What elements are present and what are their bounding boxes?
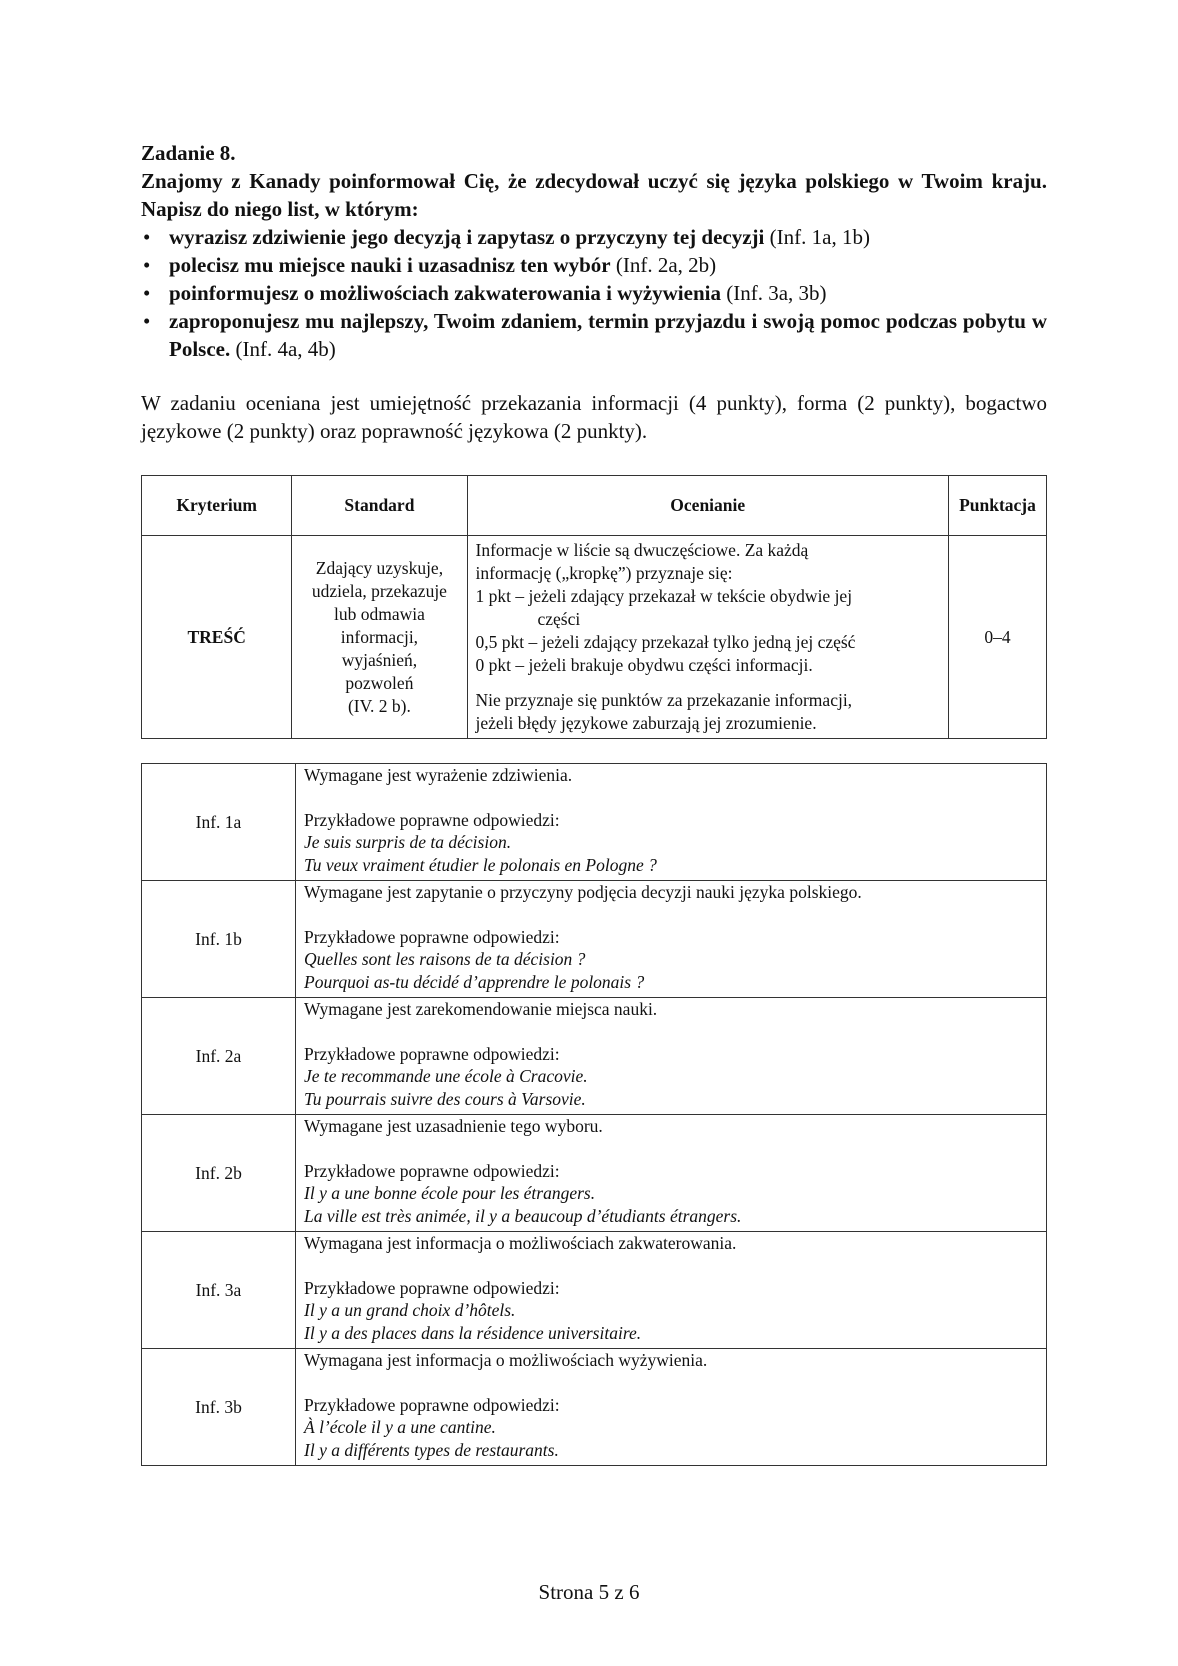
ocenianie-note-line: jeżeli błędy językowe zaburzają jej zrozumienie. bbox=[475, 713, 817, 733]
info-content bbox=[296, 998, 1047, 1115]
info-row bbox=[142, 1349, 1047, 1466]
spacer bbox=[304, 1372, 1038, 1394]
header-ocenianie: Ocenianie bbox=[467, 476, 948, 536]
ocenianie-line: części bbox=[537, 609, 581, 629]
bullet-text: polecisz mu miejsce nauki i uzasadnisz ten wybór bbox=[169, 253, 611, 277]
examples-heading: Przykładowe poprawne odpowiedzi: bbox=[304, 809, 560, 830]
standard-line: lub odmawia bbox=[333, 603, 425, 624]
header-kryterium: Kryterium bbox=[142, 476, 292, 536]
example-answer: Pourquoi as-tu décidé d’apprendre le polonais ? bbox=[304, 971, 645, 992]
document-page bbox=[141, 140, 1047, 1466]
ocenianie-line: 1 pkt – jeżeli zdający przekazał w tekście obydwie jej bbox=[475, 586, 853, 606]
example-answer: Il y a une bonne école pour les étrangers. bbox=[304, 1183, 596, 1203]
task-bullet bbox=[169, 223, 1047, 251]
examples-heading: Przykładowe poprawne odpowiedzi: bbox=[304, 1394, 560, 1415]
standard-line: pozwoleń bbox=[345, 672, 414, 693]
task-bullet bbox=[169, 279, 1047, 307]
standard-cell bbox=[292, 536, 467, 739]
criteria-row bbox=[142, 536, 1047, 739]
bullet-ref: (Inf. 1a, 1b) bbox=[764, 225, 870, 249]
example-answer: La ville est très animée, il y a beaucoup d’étudiants étrangers. bbox=[304, 1205, 742, 1226]
example-answer: Il y a un grand choix d’hôtels. bbox=[304, 1300, 516, 1320]
info-requirement: Wymagane jest zapytanie o przyczyny podjęcia decyzji nauki języka polskiego. bbox=[304, 882, 862, 902]
spacer bbox=[304, 1021, 1038, 1043]
ocenianie-line: Informacje w liście są dwuczęściowe. Za każdą bbox=[475, 540, 809, 560]
ocenianie-line: informację („kropkę”) przyznaje się: bbox=[475, 563, 733, 583]
info-row bbox=[142, 1232, 1047, 1349]
example-answer: Il y a des places dans la résidence universitaire. bbox=[304, 1322, 642, 1343]
bullet-text: wyrazisz zdziwienie jego decyzją i zapytasz o przyczyny tej decyzji bbox=[169, 225, 765, 249]
info-requirement: Wymagane jest wyrażenie zdziwienia. bbox=[304, 765, 573, 785]
task-bullet bbox=[169, 307, 1047, 363]
bullet-text: zaproponujesz mu najlepszy, Twoim zdaniem, termin przyjazdu i swoją pomoc podczas pobytu w Polsce. bbox=[169, 309, 1047, 361]
ocenianie-line: 0,5 pkt – jeżeli zdający przekazał tylko jedną jej część bbox=[475, 632, 856, 652]
spacer bbox=[304, 1138, 1038, 1160]
kryterium-cell: TREŚĆ bbox=[142, 536, 292, 739]
spacer bbox=[476, 677, 940, 689]
info-content bbox=[296, 881, 1047, 998]
info-row bbox=[142, 998, 1047, 1115]
standard-line: Zdający uzyskuje, bbox=[315, 557, 444, 578]
standard-line: udziela, przekazuje bbox=[311, 580, 447, 601]
standard-line: (IV. 2 b). bbox=[347, 695, 411, 716]
example-answer: Je te recommande une école à Cracovie. bbox=[304, 1066, 588, 1086]
bullet-ref: (Inf. 4a, 4b) bbox=[230, 337, 336, 361]
standard-line: informacji, bbox=[340, 626, 419, 647]
info-label: Inf. 2b bbox=[142, 1115, 296, 1232]
info-label: Inf. 1a bbox=[142, 764, 296, 881]
info-content bbox=[296, 764, 1047, 881]
examples-heading: Przykładowe poprawne odpowiedzi: bbox=[304, 1160, 560, 1181]
info-content bbox=[296, 1232, 1047, 1349]
punktacja-cell: 0–4 bbox=[948, 536, 1046, 739]
spacer bbox=[304, 787, 1038, 809]
ocenianie-cell bbox=[467, 536, 948, 739]
spacer bbox=[304, 904, 1038, 926]
ocenianie-note-line: Nie przyznaje się punktów za przekazanie informacji, bbox=[475, 690, 853, 710]
criteria-table bbox=[141, 475, 1047, 739]
examples-heading: Przykładowe poprawne odpowiedzi: bbox=[304, 1043, 560, 1064]
example-answer: Tu pourrais suivre des cours à Varsovie. bbox=[304, 1088, 586, 1109]
info-requirement: Wymagana jest informacja o możliwościach zakwaterowania. bbox=[304, 1233, 737, 1253]
info-requirement: Wymagane jest uzasadnienie tego wyboru. bbox=[304, 1116, 603, 1136]
page-number-footer: Strona 5 z 6 bbox=[538, 1580, 640, 1604]
info-label: Inf. 3b bbox=[142, 1349, 296, 1466]
example-answer: À l’école il y a une cantine. bbox=[304, 1417, 496, 1437]
bullet-ref: (Inf. 2a, 2b) bbox=[610, 253, 717, 277]
task-bullet-list bbox=[141, 223, 1047, 363]
task-intro: Znajomy z Kanady poinformował Cię, że zdecydował uczyć się języka polskiego w Twoim kraju. Napisz do niego list, w którym: bbox=[141, 169, 1047, 221]
info-row bbox=[142, 881, 1047, 998]
bullet-ref: (Inf. 3a, 3b) bbox=[720, 281, 827, 305]
info-label: Inf. 2a bbox=[142, 998, 296, 1115]
scoring-description: W zadaniu oceniana jest umiejętność przekazania informacji (4 punkty), forma (2 punkty), bogactwo językowe (2 punkty) oraz poprawność językowa (2 punkty). bbox=[141, 391, 1047, 443]
task-bullet bbox=[169, 251, 1047, 279]
examples-heading: Przykładowe poprawne odpowiedzi: bbox=[304, 1277, 560, 1298]
example-answer: Je suis surpris de ta décision. bbox=[304, 832, 512, 852]
example-answer: Quelles sont les raisons de ta décision ? bbox=[304, 949, 586, 969]
info-label: Inf. 1b bbox=[142, 881, 296, 998]
standard-line: wyjaśnień, bbox=[341, 649, 418, 670]
example-answer: Tu veux vraiment étudier le polonais en Pologne ? bbox=[304, 854, 657, 875]
bullet-text: poinformujesz o możliwościach zakwaterowania i wyżywienia bbox=[169, 281, 721, 305]
info-content bbox=[296, 1115, 1047, 1232]
information-table bbox=[141, 763, 1047, 1466]
header-punktacja: Punktacja bbox=[948, 476, 1046, 536]
info-content bbox=[296, 1349, 1047, 1466]
spacer bbox=[304, 1255, 1038, 1277]
info-row bbox=[142, 1115, 1047, 1232]
info-label: Inf. 3a bbox=[142, 1232, 296, 1349]
example-answer: Il y a différents types de restaurants. bbox=[304, 1439, 559, 1460]
examples-heading: Przykładowe poprawne odpowiedzi: bbox=[304, 926, 560, 947]
criteria-header-row bbox=[142, 476, 1047, 536]
task-title: Zadanie 8. bbox=[141, 141, 236, 165]
info-requirement: Wymagana jest informacja o możliwościach wyżywienia. bbox=[304, 1350, 708, 1370]
header-standard: Standard bbox=[292, 476, 467, 536]
info-row bbox=[142, 764, 1047, 881]
ocenianie-line: 0 pkt – jeżeli brakuje obydwu części informacji. bbox=[475, 655, 813, 675]
info-requirement: Wymagane jest zarekomendowanie miejsca nauki. bbox=[304, 999, 658, 1019]
